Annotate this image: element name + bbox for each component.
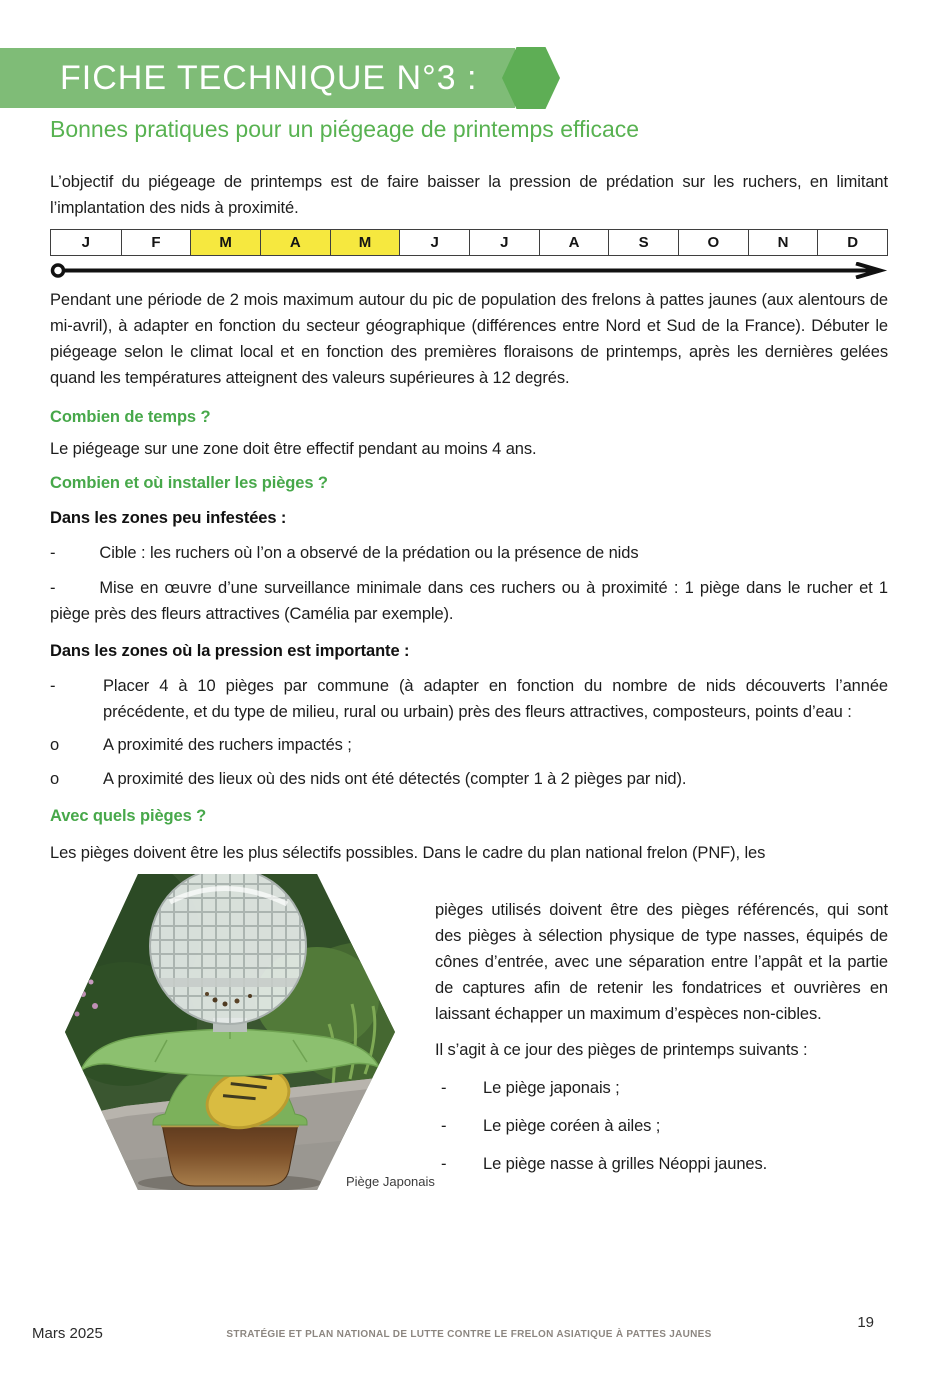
month-cell-highlighted: A — [260, 230, 330, 255]
list-item-text: A proximité des lieux où des nids ont été détectés (compter 1 à 2 pièges par nid). — [103, 770, 687, 788]
list-item-text: Le piège japonais ; — [483, 1079, 620, 1097]
title-banner — [0, 48, 515, 108]
list-item-text: Placer 4 à 10 pièges par commune (à adapter en fonction du nombre de nids découverts l’année précédente, et du type de milieu, rural ou urbain) près des fleurs attractives, composteurs, points d’eau : — [103, 677, 888, 721]
duration-paragraph: Le piégeage sur une zone doit être effectif pendant au moins 4 ans. — [50, 440, 537, 458]
month-cell: F — [121, 230, 191, 255]
photo-caption: Piège Japonais — [346, 1174, 435, 1189]
month-cell: S — [608, 230, 678, 255]
month-cell: D — [817, 230, 887, 255]
footer-date: Mars 2025 — [32, 1325, 103, 1342]
intro-paragraph: L’objectif du piégeage de printemps est de faire baisser la pression de prédation sur les ruchers, en limitant l’implantation des nids à proximité. — [50, 173, 888, 217]
timeline-arrow — [50, 262, 888, 279]
list-marker: - — [441, 1117, 447, 1135]
traps-right-column — [435, 874, 888, 1196]
month-cell-highlighted: M — [190, 230, 260, 255]
document-page — [0, 48, 938, 1386]
list-item — [50, 766, 888, 792]
subheading-low-infestation: Dans les zones peu infestées : — [50, 509, 287, 527]
list-item — [50, 540, 888, 566]
month-cell: N — [748, 230, 818, 255]
month-cell-highlighted: M — [330, 230, 400, 255]
list-item — [435, 1075, 888, 1101]
month-cell: J — [399, 230, 469, 255]
list-marker: - — [441, 1079, 447, 1097]
list-item-text: Le piège coréen à ailes ; — [483, 1117, 661, 1135]
photo-text-row — [50, 874, 888, 1196]
list-marker: o — [50, 770, 60, 788]
trap-photo-block — [50, 874, 435, 1196]
list-item-text: A proximité des ruchers impactés ; — [103, 736, 352, 754]
list-marker: - — [441, 1155, 447, 1173]
list-marker: o — [50, 736, 60, 754]
heading-which-traps: Avec quels pièges ? — [50, 807, 207, 825]
list-item — [435, 1113, 888, 1139]
month-cell: O — [678, 230, 748, 255]
timeline-start-circle — [53, 265, 64, 276]
period-paragraph: Pendant une période de 2 mois maximum autour du pic de population des frelons à pattes jaunes (aux alentours de mi-avril), à adapter en fonction du secteur géographique (différences entre Nord et Sud de la France). Débuter le piégeage selon le climat local et en fonction des premières floraisons de printemps, après les dernières gelées quand les températures atteignent des valeurs supérieures à 12 degrés. — [50, 291, 888, 387]
list-item — [50, 575, 888, 627]
list-marker: - — [50, 579, 56, 597]
heading-duration: Combien de temps ? — [50, 408, 211, 426]
list-item — [50, 732, 888, 758]
heading-where: Combien et où installer les pièges ? — [50, 474, 328, 492]
traps-continuation-paragraph: pièges utilisés doivent être des pièges référencés, qui sont des pièges à sélection physique de type nasses, équipés de cônes d’entrée, avec une séparation entre l’appât et la partie de captures afin de retenir les fondatrices et ouvrières en laissant échapper un maximum d’espèces non-cibles. — [435, 901, 888, 1023]
list-marker: - — [50, 544, 56, 562]
traps-list-intro: Il s’agit à ce jour des pièges de printemps suivants : — [435, 1041, 808, 1059]
footer-page-number: 19 — [857, 1314, 874, 1331]
subheading-high-pressure: Dans les zones où la pression est importante : — [50, 642, 410, 660]
page-title: FICHE TECHNIQUE N°3 : — [60, 59, 478, 97]
list-item — [50, 673, 888, 725]
list-item-text: Mise en œuvre d’une surveillance minimale dans ces ruchers ou à proximité : 1 piège dans le rucher et 1 piège près des fleurs attractives (Camélia par exemple). — [50, 579, 888, 623]
month-cell: J — [469, 230, 539, 255]
japanese-trap-photo — [65, 874, 395, 1190]
page-subtitle: Bonnes pratiques pour un piégeage de printemps efficace — [50, 116, 640, 142]
month-cell: J — [51, 230, 121, 255]
footer-document-title: STRATÉGIE ET PLAN NATIONAL DE LUTTE CONTRE LE FRELON ASIATIQUE À PATTES JAUNES — [226, 1329, 712, 1340]
traps-lead-paragraph: Les pièges doivent être les plus sélectifs possibles. Dans le cadre du plan national frelon (PNF), les — [50, 844, 766, 862]
list-item-text: Cible : les ruchers où l’on a observé de la prédation ou la présence de nids — [99, 544, 639, 562]
month-cell: A — [539, 230, 609, 255]
document-body — [0, 169, 938, 1196]
list-item-text: Le piège nasse à grilles Néoppi jaunes. — [483, 1155, 768, 1173]
list-marker: - — [50, 677, 56, 695]
list-item — [435, 1151, 888, 1177]
month-calendar-strip — [50, 229, 888, 256]
